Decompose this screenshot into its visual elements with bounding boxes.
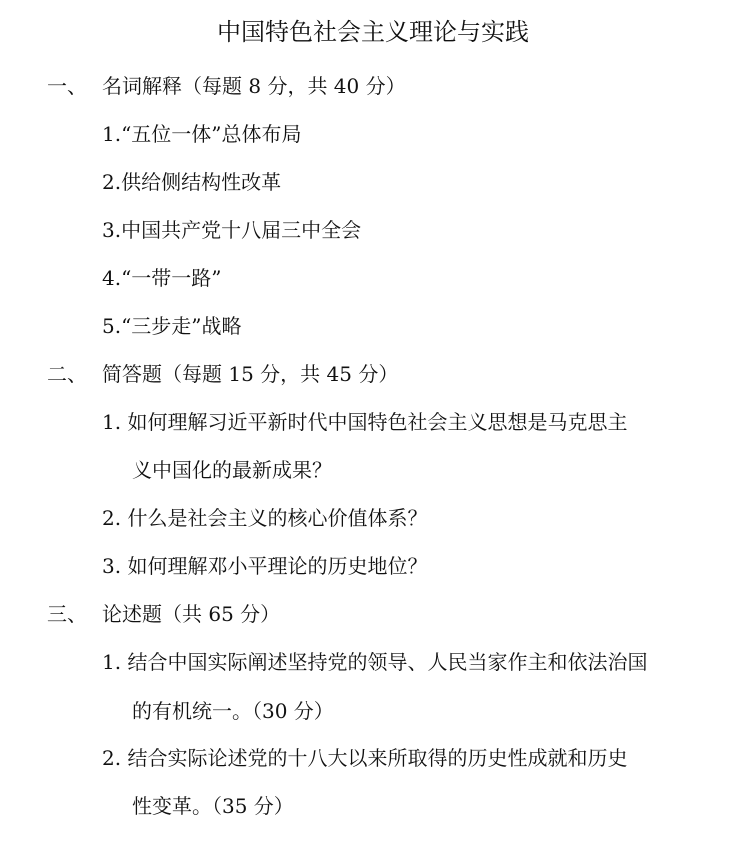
section-1-heading: 名词解释（每题 8 分，共 40 分） (102, 74, 406, 98)
document-title: 中国特色社会主义理论与实践 (217, 18, 529, 46)
section-3-item-1: 1. 结合中国实际阐述坚持党的领导、人民当家作主和依法治国 (102, 650, 648, 674)
section-3-item-1-continuation: 的有机统一。（30 分） (132, 699, 334, 723)
section-3-heading: 论述题（共 65 分） (102, 602, 281, 626)
section-1-item-1: 1.“五位一体”总体布局 (102, 122, 302, 146)
section-2-item-1-continuation: 义中国化的最新成果？ (132, 458, 332, 482)
section-1-item-2: 2.供给侧结构性改革 (102, 170, 282, 194)
section-2-heading: 简答题（每题 15 分，共 45 分） (102, 362, 399, 386)
section-2-item-3: 3. 如何理解邓小平理论的历史地位？ (102, 554, 428, 578)
section-3-item-2-continuation: 性变革。（35 分） (132, 794, 294, 818)
section-1-item-3: 3.中国共产党十八届三中全会 (102, 218, 362, 242)
section-1-item-5: 5.“三步走”战略 (102, 314, 242, 338)
section-2-item-1: 1. 如何理解习近平新时代中国特色社会主义思想是马克思主 (102, 410, 628, 434)
section-3-number: 三、 (47, 602, 87, 626)
section-1-item-4: 4.“一带一路” (102, 266, 222, 290)
section-2-number: 二、 (47, 362, 87, 386)
section-3-item-2: 2. 结合实际论述党的十八大以来所取得的历史性成就和历史 (102, 746, 628, 770)
section-2-item-2: 2. 什么是社会主义的核心价值体系？ (102, 506, 428, 530)
section-1-number: 一、 (47, 74, 87, 98)
